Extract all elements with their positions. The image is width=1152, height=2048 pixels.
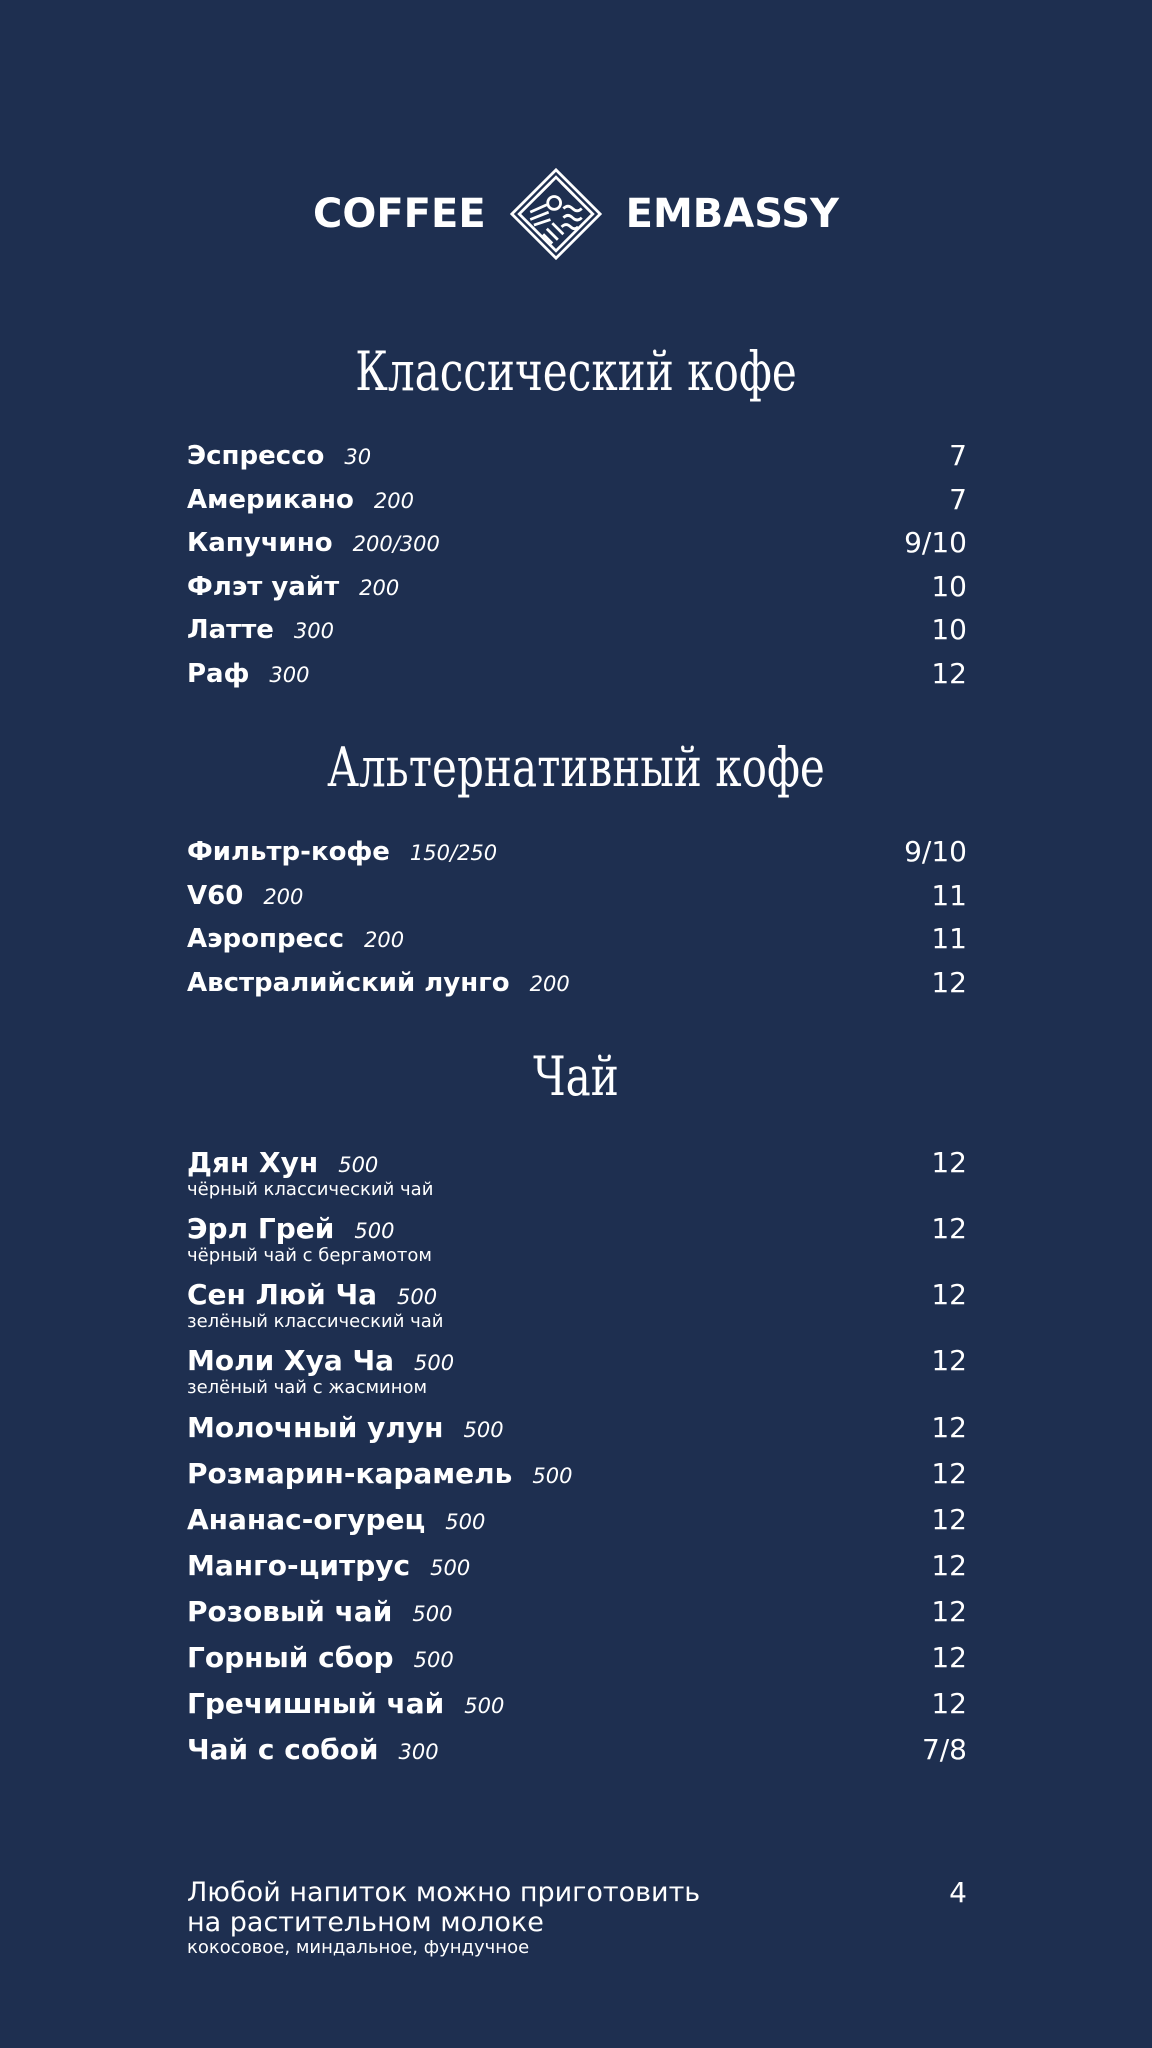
item-name: Моли Хуа Ча xyxy=(187,1344,394,1377)
note-description: кокосовое, миндальное, фундучное xyxy=(187,1937,530,1958)
item-volume: 500 xyxy=(430,1556,471,1580)
item-price: 9/10 xyxy=(904,526,967,559)
item-name: Гречишный чай xyxy=(187,1687,445,1720)
item-name: Горный сбор xyxy=(187,1641,394,1674)
item-volume: 200 xyxy=(529,972,570,996)
item-name: Манго-цитрус xyxy=(187,1549,411,1582)
item-name: Американо xyxy=(187,485,354,515)
menu-item xyxy=(187,1214,967,1266)
item-volume: 200 xyxy=(359,576,400,600)
item-volume: 500 xyxy=(413,1351,455,1375)
menu-item xyxy=(187,1413,967,1445)
menu-item xyxy=(187,528,967,559)
item-volume: 150/250 xyxy=(409,841,498,865)
item-price: 12 xyxy=(931,1457,967,1490)
item-volume: 300 xyxy=(398,1740,439,1764)
menu-item xyxy=(187,1689,967,1721)
menu-item xyxy=(187,1346,967,1398)
item-price: 7 xyxy=(949,483,967,516)
item-price: 10 xyxy=(931,613,967,646)
item-volume: 500 xyxy=(412,1602,453,1626)
item-price: 12 xyxy=(931,1278,967,1311)
menu-item xyxy=(187,441,967,472)
item-price: 11 xyxy=(931,922,967,955)
menu-item xyxy=(187,615,967,646)
item-name: Молочный улун xyxy=(187,1411,444,1444)
menu-item xyxy=(187,485,967,516)
item-volume: 200/300 xyxy=(352,532,440,556)
item-price: 7/8 xyxy=(921,1733,967,1766)
note-line-2: на растительном молоке xyxy=(187,1907,544,1938)
item-name: V60 xyxy=(187,881,244,911)
item-name: Розовый чай xyxy=(187,1595,393,1628)
item-price: 12 xyxy=(931,1595,967,1628)
item-name: Сен Люй Ча xyxy=(187,1278,377,1311)
brand-logo xyxy=(0,168,1152,260)
item-price: 11 xyxy=(931,879,967,912)
item-name: Эспрессо xyxy=(187,441,325,471)
item-name: Раф xyxy=(187,659,250,689)
item-description: зелёный чай с жасмином xyxy=(187,1377,428,1398)
item-volume: 300 xyxy=(293,619,335,643)
item-volume: 500 xyxy=(463,1418,504,1442)
plant-milk-note xyxy=(187,1878,967,1958)
item-price: 12 xyxy=(931,1212,967,1245)
item-description: зелёный классический чай xyxy=(187,1311,444,1332)
item-volume: 200 xyxy=(373,489,414,513)
item-volume: 500 xyxy=(445,1510,486,1534)
item-name: Ананас-огурец xyxy=(187,1503,426,1536)
brand-word-right: EMBASSY xyxy=(625,191,839,237)
menu-item xyxy=(187,659,967,690)
menu-item xyxy=(187,1505,967,1537)
item-price: 12 xyxy=(931,1146,967,1179)
item-price: 12 xyxy=(931,1344,967,1377)
item-volume: 500 xyxy=(397,1285,438,1309)
item-volume: 500 xyxy=(532,1464,573,1488)
item-price: 12 xyxy=(931,1549,967,1582)
menu-item xyxy=(187,1459,967,1491)
item-volume: 200 xyxy=(364,928,405,952)
item-name: Розмарин-карамель xyxy=(187,1457,513,1490)
menu-item xyxy=(187,1280,967,1332)
note-price: 4 xyxy=(949,1876,967,1909)
item-price: 7 xyxy=(949,439,967,472)
item-name: Латте xyxy=(187,615,274,645)
item-volume: 500 xyxy=(413,1648,454,1672)
item-name: Фильтр-кофе xyxy=(187,837,390,867)
item-price: 12 xyxy=(931,657,967,690)
item-price: 12 xyxy=(931,1687,967,1720)
item-name: Эрл Грей xyxy=(187,1212,335,1245)
menu-item xyxy=(187,881,967,912)
menu-item xyxy=(187,1735,967,1767)
item-price: 12 xyxy=(931,1503,967,1536)
item-name: Капучино xyxy=(187,528,333,558)
menu-item xyxy=(187,924,967,955)
item-volume: 500 xyxy=(464,1694,505,1718)
item-volume: 500 xyxy=(338,1153,379,1177)
item-price: 12 xyxy=(931,1411,967,1444)
item-price: 9/10 xyxy=(904,835,967,868)
section-title-classic: Классический кофе xyxy=(355,340,797,403)
menu-item xyxy=(187,1597,967,1629)
brand-word-left: COFFEE xyxy=(312,191,486,237)
diamond-emblem-icon xyxy=(510,168,602,260)
item-name: Флэт уайт xyxy=(187,572,340,602)
menu-item xyxy=(187,968,967,999)
item-price: 12 xyxy=(931,1641,967,1674)
item-name: Австралийский лунго xyxy=(187,968,510,998)
item-name: Чай с собой xyxy=(187,1733,379,1766)
item-name: Аэропресс xyxy=(187,924,345,954)
section-title-alternative: Альтернативный кофе xyxy=(327,736,825,799)
item-name: Дян Хун xyxy=(187,1146,319,1179)
menu-item xyxy=(187,1551,967,1583)
item-price: 10 xyxy=(931,570,967,603)
item-volume: 30 xyxy=(344,445,372,469)
item-volume: 200 xyxy=(263,885,304,909)
menu-item xyxy=(187,1148,967,1200)
item-volume: 300 xyxy=(269,663,310,687)
item-description: чёрный чай с бергамотом xyxy=(187,1245,432,1266)
menu-item xyxy=(187,837,967,868)
menu-item xyxy=(187,572,967,603)
menu-item xyxy=(187,1643,967,1675)
item-volume: 500 xyxy=(354,1219,395,1243)
note-line-1: Любой напиток можно приготовить xyxy=(187,1877,701,1908)
item-description: чёрный классический чай xyxy=(187,1179,434,1200)
item-price: 12 xyxy=(931,966,967,999)
section-title-tea: Чай xyxy=(533,1045,619,1108)
